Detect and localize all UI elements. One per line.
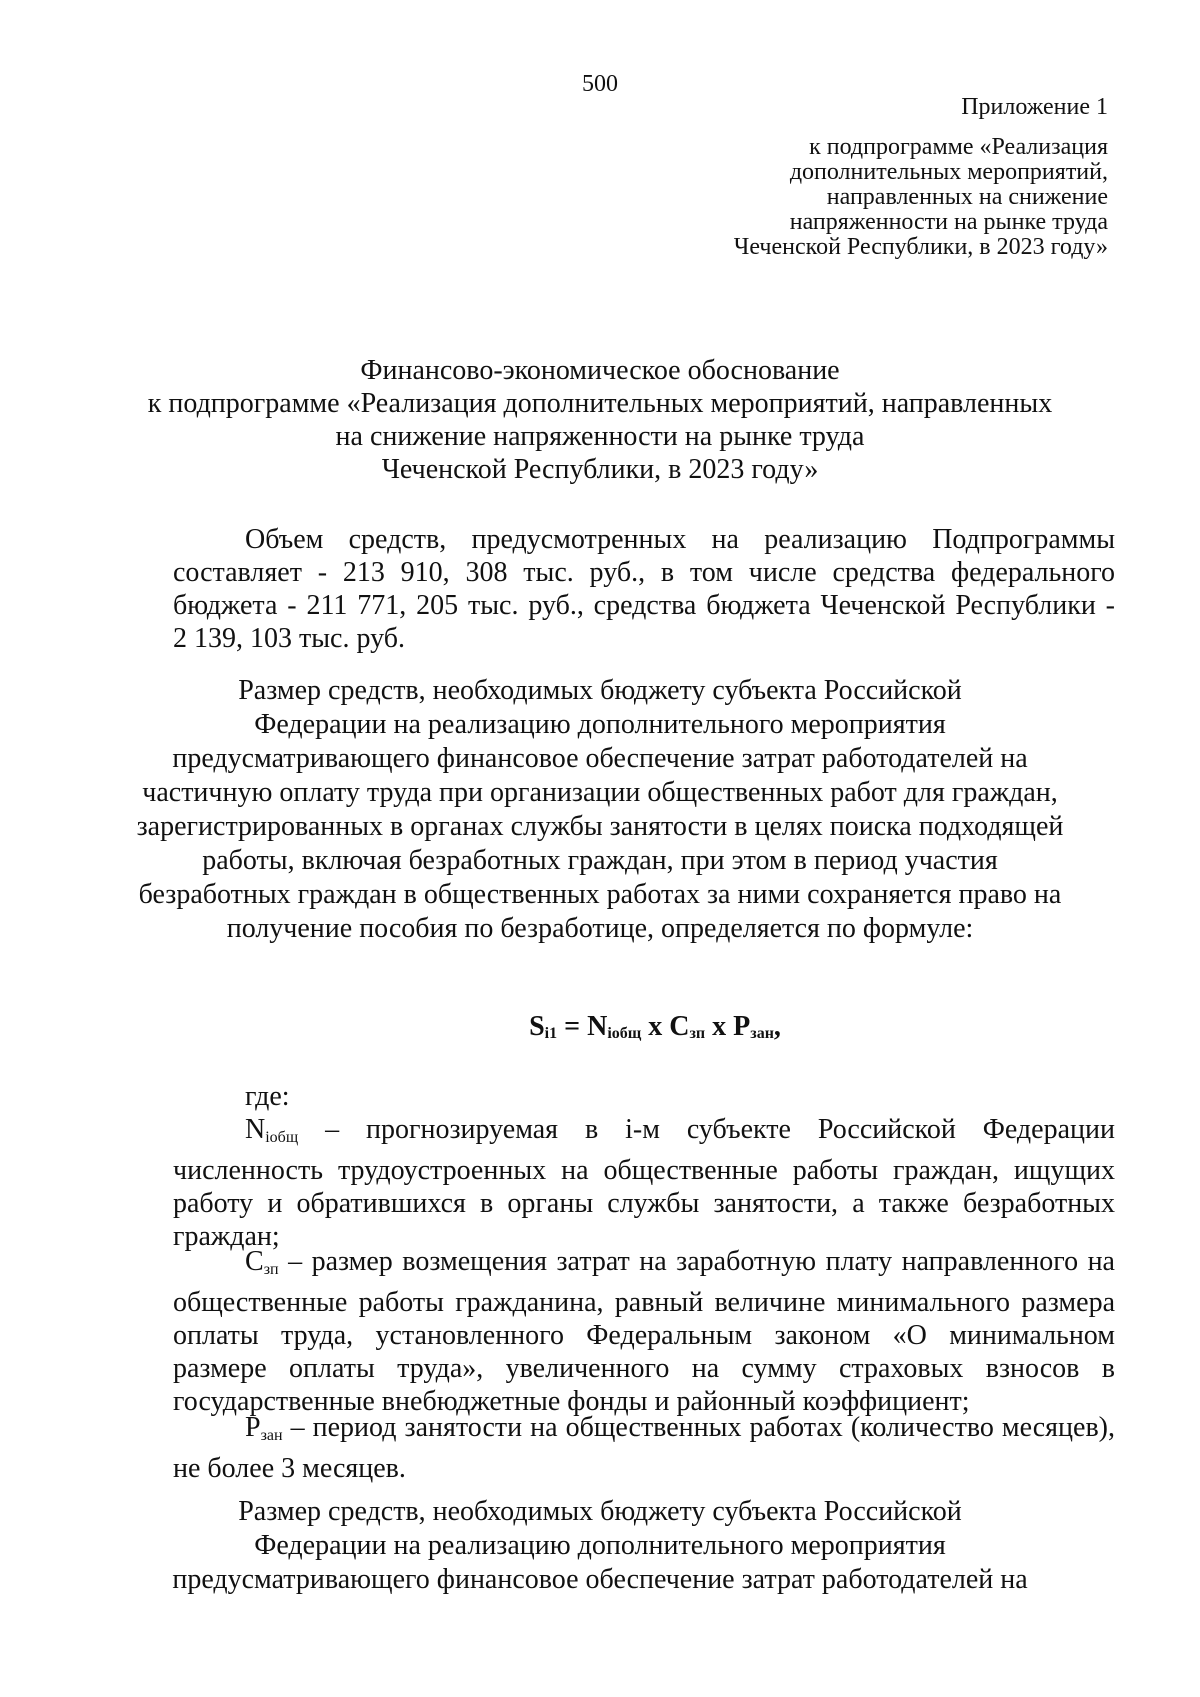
title-line: к подпрограмме «Реализация дополнительных мероприятий, направленных xyxy=(147,388,1053,419)
section-line: Размер средств, необходимых бюджету субъекта Российской xyxy=(238,675,962,706)
definition-line: общественные работы гражданина, равный величине минимального размера xyxy=(173,1287,1115,1318)
formula-operator: = xyxy=(557,1011,588,1042)
paragraph-line: Объем средств, предусмотренных на реализацию Подпрограммы xyxy=(245,524,1115,555)
definition-first-line xyxy=(173,1113,1115,1154)
definition-line: размере оплаты труда», увеличенного на сумму страховых взносов в xyxy=(173,1353,1115,1384)
definition-text: – размер возмещения затрат на заработную плату направленного на xyxy=(278,1246,1115,1277)
paragraph-line: бюджета - 211 771, 205 тыс. руб., средства бюджета Чеченской Республики - xyxy=(173,590,1115,621)
definition-first-line xyxy=(173,1411,1115,1452)
appendix-note xyxy=(734,135,1108,260)
paragraph-line: составляет - 213 910, 308 тыс. руб., в том числе средства федерального xyxy=(173,557,1115,588)
appendix-note-line: дополнительных мероприятий, xyxy=(789,159,1108,185)
section-line: зарегистрированных в органах службы занятости в целях поиска подходящей xyxy=(136,811,1064,842)
definition-text: – прогнозируемая в i-м субъекте Российской Федерации xyxy=(298,1114,1115,1145)
definition-line: государственные внебюджетные фонды и районный коэффициент; xyxy=(173,1386,970,1417)
definition-c xyxy=(173,1245,1115,1418)
formula-subscript: зан xyxy=(750,1025,774,1042)
definition-symbol: C xyxy=(245,1246,264,1277)
definition-n xyxy=(173,1113,1115,1253)
section-line: Федерации на реализацию дополнительного мероприятия xyxy=(254,709,946,740)
appendix-label: Приложение 1 xyxy=(961,94,1108,120)
section-line: безработных граждан в общественных работах за ними сохраняется право на xyxy=(138,879,1062,910)
section-line: предусматривающего финансовое обеспечение затрат работодателей на xyxy=(172,743,1028,774)
definition-line: численность трудоустроенных на общественные работы граждан, ищущих xyxy=(173,1155,1115,1186)
title-line: Чеченской Республики, в 2023 году» xyxy=(381,454,819,485)
section-line: частичную оплату труда при организации общественных работ для граждан, xyxy=(142,777,1058,808)
appendix-note-line: Чеченской Республики, в 2023 году» xyxy=(733,234,1108,260)
definition-subscript: зп xyxy=(263,1261,279,1278)
definition-subscript: зан xyxy=(260,1427,283,1444)
definition-text: – период занятости на общественных работах (количество месяцев), xyxy=(282,1412,1115,1443)
formula-operator: x xyxy=(705,1011,734,1042)
definition-line: граждан; xyxy=(173,1221,280,1252)
section-line: предусматривающего финансовое обеспечение затрат работодателей на xyxy=(172,1564,1028,1595)
formula-symbol: C xyxy=(669,1011,690,1042)
formula-subscript: зп xyxy=(689,1025,706,1042)
formula xyxy=(0,1010,1200,1051)
definition-line: оплаты труда, установленного Федеральным законом «О минимальном xyxy=(173,1320,1115,1351)
definition-subscript: iобщ xyxy=(265,1129,299,1146)
section-line: Размер средств, необходимых бюджету субъекта Российской xyxy=(238,1496,962,1527)
definition-line: работу и обратившихся в органы службы занятости, а также безработных xyxy=(173,1188,1115,1219)
formula-symbol: N xyxy=(587,1011,608,1042)
formula-subscript: i1 xyxy=(544,1025,558,1042)
definition-first-line xyxy=(173,1245,1115,1286)
formula-operator: , xyxy=(773,1011,781,1042)
appendix-note-line: к подпрограмме «Реализация xyxy=(809,134,1108,160)
formula-operator: x xyxy=(641,1011,670,1042)
title-line: на снижение напряженности на рынке труда xyxy=(335,421,865,452)
paragraph-line: 2 139, 103 тыс. руб. xyxy=(173,623,405,654)
formula-symbol: S xyxy=(529,1011,545,1042)
appendix-note-line: напряженности на рынке труда xyxy=(789,209,1108,235)
section-line: Федерации на реализацию дополнительного мероприятия xyxy=(254,1530,946,1561)
formula-subscript: iобщ xyxy=(607,1025,642,1042)
volume-paragraph xyxy=(173,523,1115,655)
section-line: получение пособия по безработице, определяется по формуле: xyxy=(226,913,974,944)
document-title xyxy=(0,354,1200,486)
section-2-heading xyxy=(0,1495,1200,1597)
where-label: где: xyxy=(245,1081,290,1112)
section-1-heading xyxy=(0,674,1200,946)
definition-p xyxy=(173,1411,1115,1485)
formula-symbol: P xyxy=(733,1011,751,1042)
definition-line: не более 3 месяцев. xyxy=(173,1453,406,1484)
page-number: 500 xyxy=(582,71,618,97)
section-line: работы, включая безработных граждан, при этом в период участия xyxy=(202,845,998,876)
definition-symbol: P xyxy=(245,1412,261,1443)
appendix-note-line: направленных на снижение xyxy=(826,184,1108,210)
definition-symbol: N xyxy=(245,1114,266,1145)
title-line: Финансово-экономическое обоснование xyxy=(360,355,840,386)
